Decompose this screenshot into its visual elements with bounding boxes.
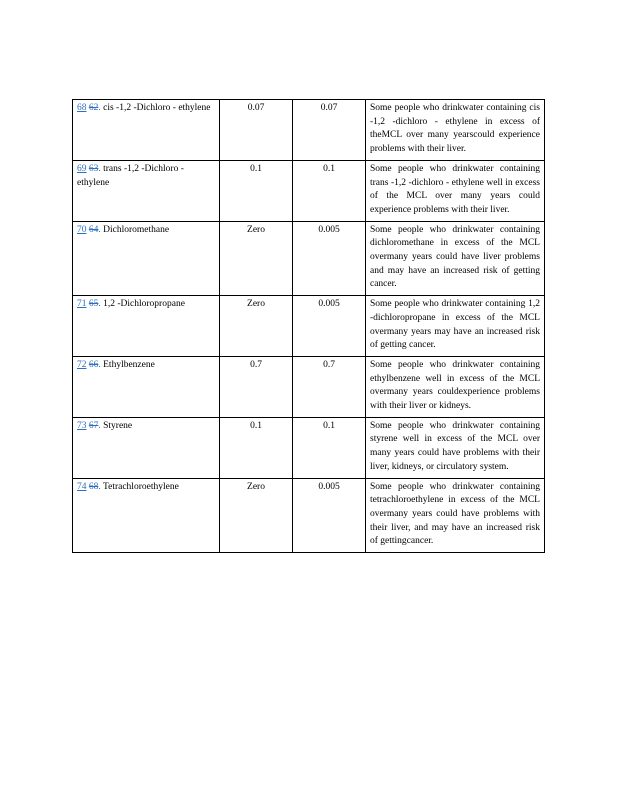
mcl-cell: 0.1 [293,417,366,478]
contaminant-table [72,99,545,553]
mclg-cell: 0.1 [220,417,293,478]
contaminant-table-body [73,100,545,553]
contaminant-name-cell: 69 63. trans -1,2 -Dichloro - ethylene [73,160,220,221]
contaminant-name-cell: 68 62. cis -1,2 -Dichloro - ethylene [73,100,220,161]
old-number: 68 [88,481,99,492]
new-number: 70 [77,224,87,235]
new-number: 71 [77,299,87,310]
health-effect-cell: Some people who drinkwater containing tetrachloroethylene in excess of the MCL overmany years could have problems with their liver, and may have an increased risk of gettingcancer. [366,478,545,553]
contaminant-name: Ethylbenzene [103,359,155,370]
table-row [73,296,545,357]
mclg-cell: 0.7 [220,356,293,417]
old-number: 64 [88,224,99,235]
health-effect-cell: Some people who drinkwater containing dichloromethane in excess of the MCL overmany years could have liver problems and may have an increased risk of getting cancer. [366,221,545,296]
mcl-cell: 0.005 [293,478,366,553]
mclg-cell: 0.1 [220,160,293,221]
contaminant-name-cell: 73 67. Styrene [73,417,220,478]
table-row [73,356,545,417]
new-number: 69 [77,163,87,174]
table-row [73,478,545,553]
contaminant-name: Styrene [103,420,133,431]
contaminant-name: Dichloromethane [103,224,170,235]
new-number: 73 [77,420,87,431]
contaminant-name-cell: 70 64. Dichloromethane [73,221,220,296]
table-row [73,160,545,221]
mclg-cell: Zero [220,478,293,553]
contaminant-name: trans -1,2 -Dichloro - ethylene [77,163,184,188]
old-number: 67 [88,420,99,431]
contaminant-name-cell: 72 66. Ethylbenzene [73,356,220,417]
mcl-cell: 0.7 [293,356,366,417]
health-effect-cell: Some people who drinkwater containing styrene well in excess of the MCL over many years could have problems with their liver, kidneys, or circulatory system. [366,417,545,478]
contaminant-name-cell: 74 68. Tetrachloroethylene [73,478,220,553]
contaminant-name: 1,2 -Dichloropropane [103,299,185,310]
contaminant-name-cell: 71 65. 1,2 -Dichloropropane [73,296,220,357]
mcl-cell: 0.07 [293,100,366,161]
old-number: 63 [88,163,99,174]
table-row [73,221,545,296]
new-number: 72 [77,359,87,370]
old-number: 65 [88,299,99,310]
old-number: 62 [88,103,99,113]
new-number: 68 [77,103,87,113]
table-row [73,417,545,478]
health-effect-cell: Some people who drinkwater containing cis -1,2 -dichloro - ethylene in excess of theMCL over many yearscould experience problems with their liver. [366,100,545,161]
contaminant-name: Tetrachloroethylene [102,481,179,492]
contaminant-name: cis -1,2 -Dichloro - ethylene [103,103,211,113]
mclg-cell: 0.07 [220,100,293,161]
mcl-cell: 0.1 [293,160,366,221]
mcl-cell: 0.005 [293,296,366,357]
new-number: 74 [77,481,87,492]
health-effect-cell: Some people who drinkwater containing ethylbenzene well in excess of the MCL overmany years couldexperience problems with their liver or kidneys. [366,356,545,417]
old-number: 66 [88,359,99,370]
mcl-cell: 0.005 [293,221,366,296]
mclg-cell: Zero [220,221,293,296]
health-effect-cell: Some people who drinkwater containing trans -1,2 -dichloro - ethylene well in excess of the MCL over many years could experience problems with their liver. [366,160,545,221]
table-row [73,100,545,161]
health-effect-cell: Some people who drinkwater containing 1,2 -dichloropropane in excess of the MCL overmany years may have an increased risk of getting cancer. [366,296,545,357]
mclg-cell: Zero [220,296,293,357]
